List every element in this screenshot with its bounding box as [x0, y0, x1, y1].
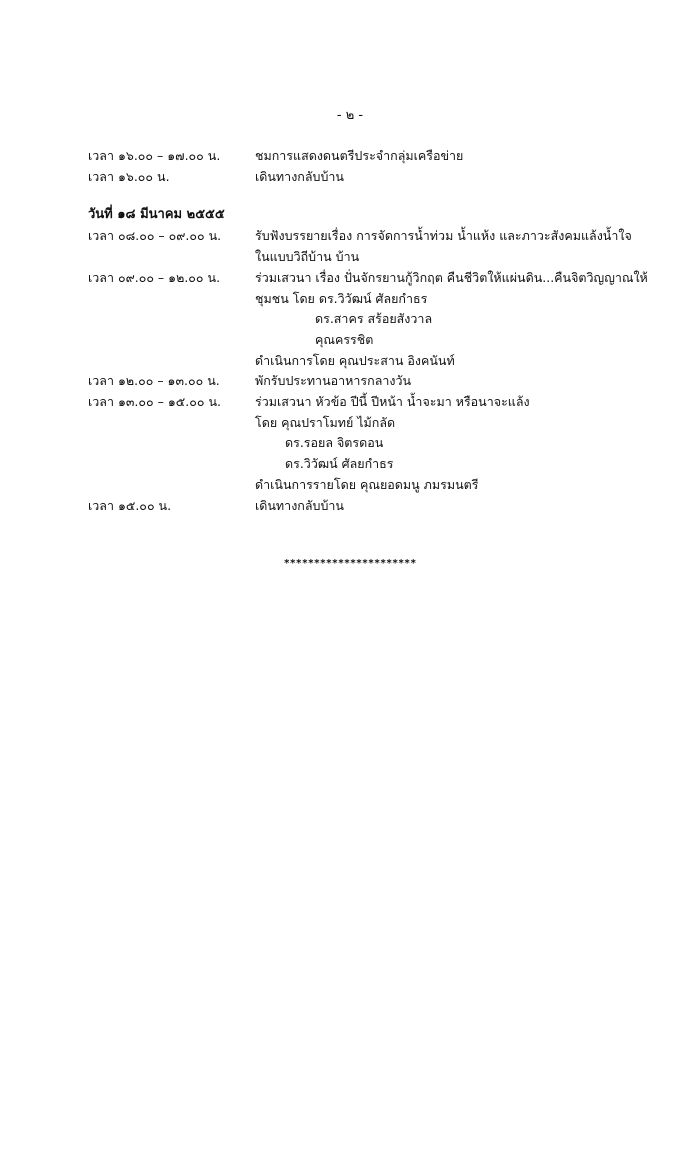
schedule-row: [88, 392, 648, 413]
activity: ชมการแสดงดนตรีประจำกลุ่มเครือข่าย: [255, 148, 464, 163]
schedule-row: [88, 226, 648, 247]
speaker-line: โดย คุณปราโมทย์ ไม้กลัด: [255, 414, 396, 430]
schedule-row-continuation: [88, 413, 648, 434]
activity-continued: ในแบบวิถีบ้าน บ้าน: [255, 249, 360, 265]
speaker-line: คุณครรชิต: [315, 331, 374, 347]
time-slot: เวลา ๑๓.๐๐ – ๑๕.๐๐ น.: [88, 394, 221, 410]
schedule-row: [88, 496, 648, 517]
time-slot: เวลา ๐๙.๐๐ – ๑๒.๐๐ น.: [88, 269, 221, 285]
schedule: [88, 146, 648, 516]
schedule-row-continuation: [88, 351, 648, 372]
speaker-line: ดร.วิวัฒน์ ศัลยกำธร: [285, 456, 394, 472]
speaker-line: ดร.สาคร สร้อยสังวาล: [315, 311, 433, 327]
schedule-row-continuation: [88, 475, 648, 496]
page-number: - ๒ -: [336, 108, 364, 123]
time-slot: เวลา ๐๘.๐๐ – ๐๙.๐๐ น.: [88, 228, 222, 244]
separator-line: **********************: [283, 558, 417, 569]
time-slot: เวลา ๑๕.๐๐ น.: [88, 497, 172, 513]
schedule-row-continuation: [88, 454, 648, 475]
activity: ร่วมเสวนา เรื่อง ปั่นจักรยานกู้วิกฤต คืนชีวิตให้แผ่นดิน...คืนจิตวิญญาณให้: [255, 269, 648, 285]
schedule-row-continuation: [88, 289, 648, 310]
activity: เดินทางกลับบ้าน: [255, 168, 344, 184]
activity: พักรับประทานอาหารกลางวัน: [255, 373, 412, 389]
time-slot: เวลา ๑๒.๐๐ – ๑๓.๐๐ น.: [88, 373, 220, 389]
moderator-line: ดำเนินการโดย คุณประสาน อิงคนันท์: [255, 352, 455, 368]
schedule-row: [88, 146, 648, 167]
schedule-row: [88, 371, 648, 392]
activity: ร่วมเสวนา หัวข้อ ปีนี้ ปีหน้า น้ำจะมา หรือนาจะแล้ง: [255, 394, 530, 410]
moderator-line: ดำเนินการรายโดย คุณยอดมนู ภมรมนตรี: [255, 476, 479, 492]
schedule-row-continuation: [88, 330, 648, 351]
speaker-line: ชุมชน โดย ดร.วิวัฒน์ ศัลยกำธร: [255, 290, 428, 306]
schedule-row: [88, 167, 648, 188]
time-slot: เวลา ๑๖.๐๐ น.: [88, 168, 170, 184]
day-heading: วันที่ ๑๘ มีนาคม ๒๕๕๕: [88, 207, 225, 223]
speaker-line: ดร.รอยล จิตรดอน: [285, 435, 384, 451]
schedule-row-continuation: [88, 247, 648, 268]
time-slot: เวลา ๑๖.๐๐ – ๑๗.๐๐ น.: [88, 148, 221, 163]
activity: เดินทางกลับบ้าน: [255, 497, 344, 513]
schedule-row-continuation: [88, 309, 648, 330]
schedule-row: [88, 268, 648, 289]
activity: รับฟังบรรยายเรื่อง การจัดการน้ำท่วม น้ำแห้ง และภาวะสังคมแล้งน้ำใจ: [255, 228, 632, 244]
schedule-row-continuation: [88, 433, 648, 454]
